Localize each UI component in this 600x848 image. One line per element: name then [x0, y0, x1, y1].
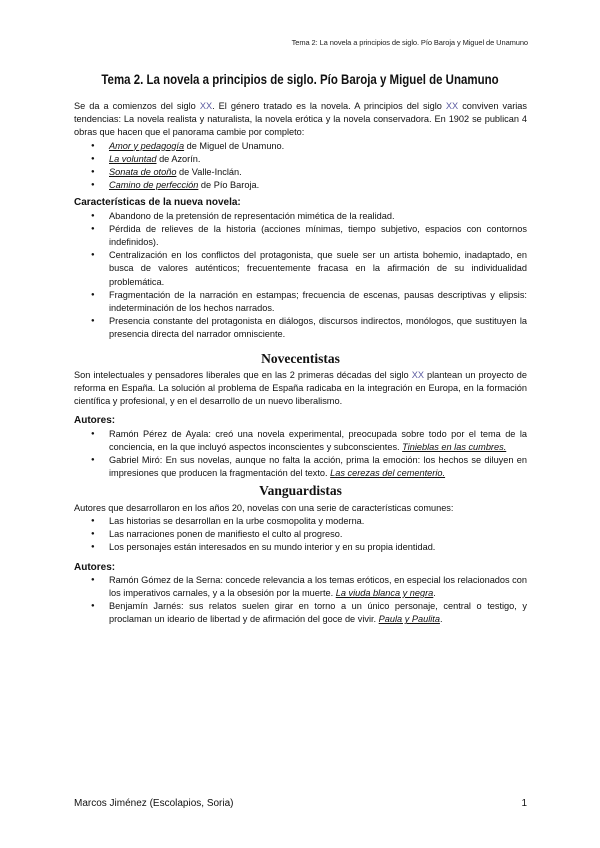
page-footer [74, 798, 527, 809]
works-list [74, 140, 527, 193]
work-link[interactable]: Tinieblas en las cumbres. [402, 441, 507, 452]
list-item: ● Abandono de la pretensión de representación mimética de la realidad. [109, 210, 527, 223]
vanguardistas-list [74, 515, 527, 555]
author-text: Gabriel Miró: En sus novelas, aunque no falta la acción, prima la emoción: los hechos se diluyen en impresiones que producen la fragmentación del texto. [109, 455, 527, 479]
period: . [433, 587, 436, 598]
list-item [109, 600, 527, 626]
work-link[interactable]: La viuda blanca y negra [335, 587, 434, 598]
list-item: ● Los personajes están interesados en su mundo interior y en su propia identidad. [109, 541, 527, 554]
author-text: Ramón Pérez de Ayala: creó una novela experimental, preocupada sobre todo por el tema de la conciencia, en la que incluyó aspectos inconscientes y subconscientes. [109, 428, 527, 452]
list-item: ● Pérdida de relieves de la historia (acciones mínimas, tiempo subjetivo, espacios con contornos indefinidos). [109, 223, 527, 249]
list-item: ● Las historias se desarrollan en la urbe cosmopolita y moderna. [109, 515, 527, 528]
list-item [109, 140, 527, 153]
page-number: 1 [521, 798, 527, 809]
century-3: XX [411, 369, 424, 380]
century-1: XX [199, 101, 213, 111]
section-heading-novecentistas: Novecentistas [261, 350, 340, 366]
author-text: Benjamín Jarnés: sus relatos suelen girar en torno a un único personaje, central o testigo, y proclaman un ideario de libertad y de afirmación del goce de vivir. [109, 601, 527, 625]
work-author: de Azorín. [156, 153, 201, 164]
vanguardistas-authors [74, 574, 527, 627]
list-item [109, 153, 527, 166]
list-item: ● Fragmentación de la narración en estampas; frecuencia de escenas, pausas descriptivas y elipsis: indeterminación de los hechos narrados. [109, 289, 527, 315]
intro-paragraph [74, 100, 527, 140]
author-text: Ramón Gómez de la Serna: concede relevancia a los temas eróticos, en especial los relacionados con los imperativos carnales, y a la obsesión por la muerte. [109, 574, 527, 598]
intro-text-1: Se da a comienzos del siglo [74, 101, 200, 111]
authors-heading: Autores: [74, 561, 116, 573]
vanguardistas-intro: Autores que desarrollaron en los años 20, novelas con una serie de características comunes: [74, 502, 454, 513]
work-link[interactable]: Sonata de otoño [109, 167, 177, 178]
document-body [74, 100, 527, 627]
list-item [109, 454, 527, 480]
work-link[interactable]: La voluntad [109, 153, 157, 164]
work-link[interactable]: Las cerezas del cementerio. [330, 468, 446, 479]
running-header: Tema 2: La novela a principios de siglo. Pío Baroja y Miguel de Unamuno [291, 38, 528, 47]
intro-text-3: conviven varias tendencias: La novela realista y naturalista, la novela erótica y la novela conservadora. En 1902 se publican 4 obras que hacen que el panorama cambie por completo: [74, 101, 528, 138]
novecentistas-authors [74, 428, 527, 481]
work-author: de Valle-Inclán. [176, 167, 242, 178]
list-item: ● Centralización en los conflictos del protagonista, que suele ser un artista bohemio, inadaptado, en busca de valores auténticos; frecuentemente fracasa en la afirmación de su individualidad problemática. [109, 249, 527, 289]
novecentistas-paragraph [74, 369, 527, 409]
page-title: Tema 2. La novela a principios de siglo. Pío Baroja y Miguel de Unamuno [101, 71, 499, 87]
authors-heading: Autores: [74, 415, 116, 427]
list-item [109, 574, 527, 600]
nov-text-2: plantean un proyecto de reforma en España. La solución al problema de España radicaba en la integración en Europa, en la formación científica y profesional, y en el desarrollo de un nuevo liberalismo. [74, 369, 528, 407]
list-item [109, 179, 527, 192]
features-list [74, 210, 527, 342]
century-2: XX [445, 101, 459, 111]
work-author: de Pío Baroja. [198, 180, 260, 191]
intro-text-2: . El género tratado es la novela. A principios del siglo [212, 101, 446, 111]
period: . [439, 614, 443, 625]
work-link[interactable]: Camino de perfección [109, 180, 199, 191]
footer-author: Marcos Jiménez (Escolapios, Soria) [74, 798, 234, 809]
work-link[interactable]: Amor y pedagogía [109, 140, 185, 151]
list-item [109, 428, 527, 454]
section-heading-vanguardistas: Vanguardistas [259, 483, 342, 499]
nov-text-1: Son intelectuales y pensadores liberales que en las 2 primeras décadas del siglo [74, 369, 412, 380]
work-link[interactable]: Paula y Paulita [378, 614, 440, 625]
features-heading: Características de la nueva novela: [74, 197, 241, 209]
list-item: ● Las narraciones ponen de manifiesto el culto al progreso. [109, 528, 527, 541]
list-item: ● Presencia constante del protagonista en diálogos, discursos indirectos, monólogos, que sustituyen la presencia directa del narrador omnisciente. [109, 315, 527, 341]
list-item [109, 166, 527, 179]
work-author: de Miguel de Unamuno. [184, 140, 285, 151]
